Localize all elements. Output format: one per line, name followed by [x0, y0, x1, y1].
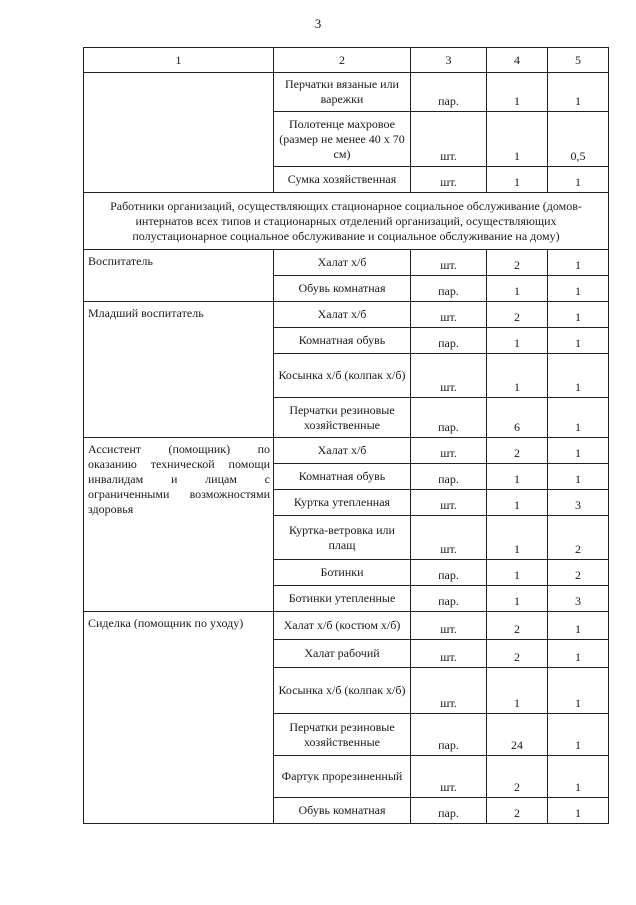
unit-cell: пар.	[411, 73, 487, 112]
header-col-5: 5	[548, 48, 609, 73]
unit-cell: пар.	[411, 560, 487, 586]
term-cell: 1	[548, 464, 609, 490]
header-col-4: 4	[487, 48, 548, 73]
unit-cell: шт.	[411, 668, 487, 714]
qty-cell: 2	[487, 798, 548, 824]
qty-cell: 2	[487, 756, 548, 798]
item-cell: Обувь комнатная	[274, 798, 411, 824]
item-cell: Халат рабочий	[274, 640, 411, 668]
item-cell: Перчатки вязаные или варежки	[274, 73, 411, 112]
qty-cell: 1	[487, 73, 548, 112]
item-cell: Комнатная обувь	[274, 328, 411, 354]
term-cell: 1	[548, 276, 609, 302]
unit-cell: пар.	[411, 276, 487, 302]
unit-cell: пар.	[411, 328, 487, 354]
table-row	[84, 250, 609, 276]
term-cell: 1	[548, 756, 609, 798]
position-cell: Сиделка (помощник по уходу)	[84, 612, 274, 824]
term-cell: 3	[548, 586, 609, 612]
position-cell: Ассистент (помощник) по оказанию технической помощи инвалидам и лицам с ограниченными возможностями здоровья	[84, 438, 274, 612]
table-row	[84, 302, 609, 328]
qty-cell: 1	[487, 464, 548, 490]
term-cell: 2	[548, 516, 609, 560]
item-cell: Сумка хозяйственная	[274, 167, 411, 193]
item-cell: Перчатки резиновые хозяйственные	[274, 714, 411, 756]
term-cell: 1	[548, 73, 609, 112]
term-cell: 1	[548, 250, 609, 276]
unit-cell: пар.	[411, 398, 487, 438]
item-cell: Халат х/б	[274, 302, 411, 328]
term-cell: 1	[548, 398, 609, 438]
term-cell: 0,5	[548, 112, 609, 167]
qty-cell: 24	[487, 714, 548, 756]
section-row	[84, 193, 609, 250]
qty-cell: 1	[487, 668, 548, 714]
item-cell: Перчатки резиновые хозяйственные	[274, 398, 411, 438]
position-cell: Младший воспитатель	[84, 302, 274, 438]
term-cell: 1	[548, 354, 609, 398]
term-cell: 1	[548, 328, 609, 354]
item-cell: Косынка х/б (колпак х/б)	[274, 354, 411, 398]
position-cell-empty	[84, 73, 274, 193]
term-cell: 3	[548, 490, 609, 516]
item-cell: Ботинки	[274, 560, 411, 586]
unit-cell: шт.	[411, 438, 487, 464]
section-title: Работники организаций, осуществляющих стационарное социальное обслуживание (домов-интернатов всех типов и стационарных отделений организаций, осуществляющих полустационарное социальное обслуживание и социальное обслуживание на дому)	[84, 193, 609, 250]
unit-cell: шт.	[411, 640, 487, 668]
unit-cell: пар.	[411, 798, 487, 824]
unit-cell: пар.	[411, 714, 487, 756]
item-cell: Ботинки утепленные	[274, 586, 411, 612]
item-cell: Халат х/б (костюм х/б)	[274, 612, 411, 640]
table-row	[84, 438, 609, 464]
header-col-2: 2	[274, 48, 411, 73]
unit-cell: шт.	[411, 490, 487, 516]
header-col-3: 3	[411, 48, 487, 73]
table-row	[84, 73, 609, 112]
unit-cell: шт.	[411, 302, 487, 328]
item-cell: Обувь комнатная	[274, 276, 411, 302]
qty-cell: 1	[487, 586, 548, 612]
qty-cell: 2	[487, 612, 548, 640]
qty-cell: 2	[487, 302, 548, 328]
clothing-norms-table	[83, 47, 609, 824]
qty-cell: 1	[487, 328, 548, 354]
qty-cell: 1	[487, 490, 548, 516]
position-cell: Воспитатель	[84, 250, 274, 302]
qty-cell: 1	[487, 354, 548, 398]
unit-cell: шт.	[411, 354, 487, 398]
item-cell: Фартук прорезиненный	[274, 756, 411, 798]
item-cell: Халат х/б	[274, 438, 411, 464]
unit-cell: шт.	[411, 756, 487, 798]
item-cell: Полотенце махровое (размер не менее 40 х 70 см)	[274, 112, 411, 167]
item-cell: Куртка-ветровка или плащ	[274, 516, 411, 560]
qty-cell: 1	[487, 112, 548, 167]
term-cell: 1	[548, 668, 609, 714]
header-row	[84, 48, 609, 73]
item-cell: Халат х/б	[274, 250, 411, 276]
header-col-1: 1	[84, 48, 274, 73]
qty-cell: 2	[487, 640, 548, 668]
unit-cell: шт.	[411, 612, 487, 640]
term-cell: 1	[548, 798, 609, 824]
qty-cell: 2	[487, 438, 548, 464]
unit-cell: шт.	[411, 516, 487, 560]
term-cell: 1	[548, 302, 609, 328]
unit-cell: пар.	[411, 586, 487, 612]
item-cell: Комнатная обувь	[274, 464, 411, 490]
term-cell: 1	[548, 438, 609, 464]
term-cell: 1	[548, 714, 609, 756]
table-row	[84, 612, 609, 640]
qty-cell: 6	[487, 398, 548, 438]
term-cell: 2	[548, 560, 609, 586]
term-cell: 1	[548, 612, 609, 640]
qty-cell: 1	[487, 516, 548, 560]
unit-cell: шт.	[411, 112, 487, 167]
item-cell: Куртка утепленная	[274, 490, 411, 516]
term-cell: 1	[548, 640, 609, 668]
unit-cell: пар.	[411, 464, 487, 490]
item-cell: Косынка х/б (колпак х/б)	[274, 668, 411, 714]
page-number: 3	[314, 16, 322, 31]
unit-cell: шт.	[411, 250, 487, 276]
qty-cell: 1	[487, 276, 548, 302]
qty-cell: 2	[487, 250, 548, 276]
unit-cell: шт.	[411, 167, 487, 193]
term-cell: 1	[548, 167, 609, 193]
qty-cell: 1	[487, 167, 548, 193]
qty-cell: 1	[487, 560, 548, 586]
